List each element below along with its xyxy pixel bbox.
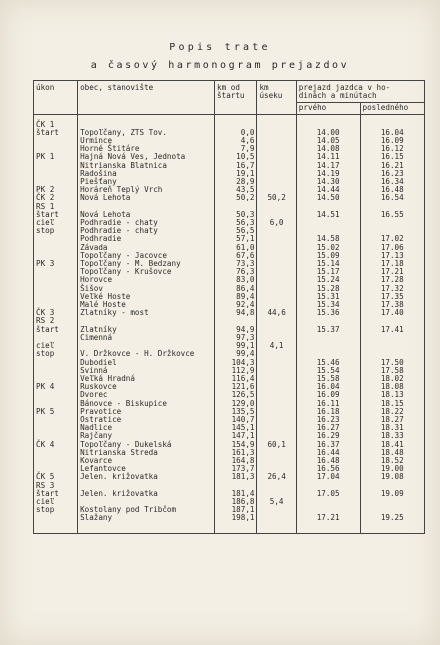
cell-km-usek: [257, 285, 296, 293]
cell-prveho: [296, 219, 360, 227]
cell-posledneho: 16.54: [360, 194, 424, 202]
cell-prveho: [296, 114, 360, 129]
cell-km-usek: [257, 170, 296, 178]
header-km-start: km od štartu: [215, 81, 257, 115]
cell-prveho: 15.36: [296, 309, 360, 317]
cell-km-start: 116,4: [215, 375, 257, 383]
cell-obec: Veľké Hoste: [78, 293, 215, 301]
cell-obec: Malé Hoste: [78, 301, 215, 309]
cell-km-start: 89,4: [215, 293, 257, 301]
cell-ukon: [34, 293, 78, 301]
cell-km-usek: [257, 514, 296, 533]
cell-km-usek: [257, 293, 296, 301]
cell-prveho: 14.58: [296, 235, 360, 243]
cell-km-usek: [257, 506, 296, 514]
cell-ukon: ČK 5: [34, 473, 78, 481]
cell-posledneho: 19.09: [360, 490, 424, 498]
cell-prveho: 15.34: [296, 301, 360, 309]
cell-prveho: 15.37: [296, 326, 360, 334]
cell-prveho: 15.09: [296, 252, 360, 260]
cell-posledneho: 16.12: [360, 145, 424, 153]
cell-posledneho: 19.00: [360, 465, 424, 473]
cell-prveho: 15.28: [296, 285, 360, 293]
cell-ukon: ČK 3: [34, 309, 78, 317]
cell-ukon: cieľ: [34, 498, 78, 506]
cell-km-start: 112,9: [215, 367, 257, 375]
cell-km-start: 186,8: [215, 498, 257, 506]
cell-posledneho: 18.22: [360, 408, 424, 416]
cell-km-usek: [257, 424, 296, 432]
cell-obec: Kostolany pod Tribčom: [78, 506, 215, 514]
cell-obec: Horovce: [78, 276, 215, 284]
cell-km-usek: [257, 350, 296, 358]
cell-obec: Topoľčany, ZTS Tov.: [78, 129, 215, 137]
header-prejazd: prejazd jazdca v ho- dinách a minútach: [296, 81, 424, 103]
cell-posledneho: 17.13: [360, 252, 424, 260]
cell-km-start: 198,1: [215, 514, 257, 533]
cell-ukon: štart: [34, 326, 78, 334]
cell-km-usek: [257, 162, 296, 170]
cell-posledneho: [360, 334, 424, 342]
cell-posledneho: 17.21: [360, 268, 424, 276]
cell-prveho: [296, 342, 360, 350]
cell-obec: Piešťany: [78, 178, 215, 186]
cell-obec: [78, 114, 215, 129]
cell-ukon: PK 3: [34, 260, 78, 268]
cell-km-start: 161,3: [215, 449, 257, 457]
cell-prveho: 17.04: [296, 473, 360, 481]
cell-prveho: 16.29: [296, 432, 360, 440]
cell-obec: Horáreň Teplý Vrch: [78, 186, 215, 194]
cell-obec: Veľká Hradná: [78, 375, 215, 383]
cell-obec: Zlatníky: [78, 326, 215, 334]
schedule-table: [33, 80, 425, 534]
cell-obec: Topoľčany - Jacovce: [78, 252, 215, 260]
cell-km-usek: [257, 129, 296, 137]
cell-obec: Bánovce - Biskupice: [78, 400, 215, 408]
cell-prveho: 15.58: [296, 375, 360, 383]
cell-posledneho: [360, 114, 424, 129]
cell-km-start: 173,7: [215, 465, 257, 473]
cell-obec: Zlatníky - most: [78, 309, 215, 317]
cell-obec: Nadlice: [78, 424, 215, 432]
cell-km-start: 86,4: [215, 285, 257, 293]
cell-prveho: 16.27: [296, 424, 360, 432]
cell-posledneho: 18.08: [360, 383, 424, 391]
cell-km-start: 94,8: [215, 309, 257, 317]
cell-km-start: 181,3: [215, 473, 257, 481]
cell-km-start: 50,3: [215, 211, 257, 219]
cell-posledneho: 18.33: [360, 432, 424, 440]
cell-km-usek: [257, 449, 296, 457]
cell-posledneho: 17.50: [360, 359, 424, 367]
cell-ukon: [34, 424, 78, 432]
cell-prveho: 14.19: [296, 170, 360, 178]
cell-ukon: PK 5: [34, 408, 78, 416]
cell-prveho: 16.44: [296, 449, 360, 457]
cell-posledneho: 17.32: [360, 285, 424, 293]
cell-posledneho: 16.55: [360, 211, 424, 219]
cell-ukon: ČK 1: [34, 114, 78, 129]
cell-posledneho: 17.28: [360, 276, 424, 284]
cell-km-start: 129,0: [215, 400, 257, 408]
cell-km-start: 181,4: [215, 490, 257, 498]
cell-ukon: PK 4: [34, 383, 78, 391]
cell-prveho: 14.00: [296, 129, 360, 137]
cell-km-start: 104,3: [215, 359, 257, 367]
cell-km-start: 0,0: [215, 129, 257, 137]
cell-prveho: 16.11: [296, 400, 360, 408]
cell-prveho: 14.30: [296, 178, 360, 186]
cell-km-usek: [257, 145, 296, 153]
cell-posledneho: 16.23: [360, 170, 424, 178]
cell-km-usek: [257, 383, 296, 391]
cell-ukon: RS 2: [34, 317, 78, 325]
cell-km-usek: [257, 457, 296, 465]
cell-obec: Jelen. križovatka: [78, 473, 215, 481]
cell-obec: Hajná Nová Ves, Jednota: [78, 153, 215, 161]
cell-posledneho: 18.31: [360, 424, 424, 432]
cell-ukon: stop: [34, 227, 78, 235]
cell-ukon: [34, 235, 78, 243]
cell-obec: Kovarce: [78, 457, 215, 465]
cell-km-start: 154,9: [215, 441, 257, 449]
cell-ukon: cieľ: [34, 219, 78, 227]
cell-posledneho: 17.06: [360, 244, 424, 252]
cell-posledneho: 16.34: [360, 178, 424, 186]
cell-km-usek: [257, 391, 296, 399]
cell-obec: Nová Lehota: [78, 194, 215, 202]
cell-ukon: RS 1: [34, 203, 78, 211]
cell-ukon: [34, 457, 78, 465]
cell-km-start: 56,5: [215, 227, 257, 235]
cell-posledneho: 17.58: [360, 367, 424, 375]
cell-km-start: [215, 114, 257, 129]
cell-posledneho: 16.15: [360, 153, 424, 161]
cell-obec: Nitrianska Streda: [78, 449, 215, 457]
cell-obec: Dubodiel: [78, 359, 215, 367]
cell-prveho: 15.46: [296, 359, 360, 367]
cell-km-usek: [257, 227, 296, 235]
cell-km-start: 19,1: [215, 170, 257, 178]
table-row: [34, 334, 425, 342]
cell-prveho: 16.18: [296, 408, 360, 416]
cell-prveho: [296, 334, 360, 342]
cell-ukon: RS 3: [34, 482, 78, 490]
cell-km-start: 43,5: [215, 186, 257, 194]
table-row: [34, 473, 425, 481]
cell-prveho: 16.23: [296, 416, 360, 424]
cell-km-usek: [257, 260, 296, 268]
cell-posledneho: 16.09: [360, 137, 424, 145]
cell-prveho: 16.37: [296, 441, 360, 449]
table-row: [34, 194, 425, 202]
cell-km-start: 67,6: [215, 252, 257, 260]
cell-ukon: [34, 359, 78, 367]
cell-posledneho: 18.15: [360, 400, 424, 408]
cell-posledneho: 19.08: [360, 473, 424, 481]
cell-km-usek: [257, 235, 296, 243]
header-prveho: prvého: [296, 103, 360, 114]
cell-km-start: 135,5: [215, 408, 257, 416]
cell-prveho: 16.09: [296, 391, 360, 399]
cell-km-usek: [257, 268, 296, 276]
cell-posledneho: 18.41: [360, 441, 424, 449]
cell-posledneho: [360, 498, 424, 506]
cell-km-start: 92,4: [215, 301, 257, 309]
cell-km-start: 99,1: [215, 342, 257, 350]
cell-ukon: PK 2: [34, 186, 78, 194]
cell-ukon: cieľ: [34, 342, 78, 350]
cell-prveho: 15.17: [296, 268, 360, 276]
cell-prveho: 14.05: [296, 137, 360, 145]
cell-km-usek: [257, 482, 296, 490]
cell-km-start: 164,8: [215, 457, 257, 465]
cell-km-usek: 26,4: [257, 473, 296, 481]
cell-obec: Šišov: [78, 285, 215, 293]
cell-km-usek: [257, 203, 296, 211]
cell-posledneho: 17.40: [360, 309, 424, 317]
cell-prveho: 14.44: [296, 186, 360, 194]
cell-posledneho: [360, 342, 424, 350]
cell-prveho: [296, 498, 360, 506]
cell-km-usek: [257, 416, 296, 424]
cell-obec: Nitrianska Blatnica: [78, 162, 215, 170]
cell-km-usek: [257, 178, 296, 186]
cell-km-start: 61,0: [215, 244, 257, 252]
cell-obec: Cimenná: [78, 334, 215, 342]
cell-prveho: 14.50: [296, 194, 360, 202]
cell-prveho: 15.24: [296, 276, 360, 284]
table-row: [34, 114, 425, 129]
cell-km-start: 147,1: [215, 432, 257, 440]
cell-posledneho: 18.48: [360, 449, 424, 457]
cell-ukon: [34, 416, 78, 424]
cell-km-start: 16,7: [215, 162, 257, 170]
cell-obec: Podhradie - chaty: [78, 219, 215, 227]
cell-km-start: 4,6: [215, 137, 257, 145]
cell-km-usek: [257, 137, 296, 145]
cell-posledneho: 19.25: [360, 514, 424, 533]
cell-km-start: 187,1: [215, 506, 257, 514]
cell-km-usek: 4,1: [257, 342, 296, 350]
cell-km-usek: [257, 408, 296, 416]
cell-km-usek: [257, 276, 296, 284]
cell-posledneho: 18.13: [360, 391, 424, 399]
cell-km-usek: [257, 326, 296, 334]
cell-ukon: [34, 285, 78, 293]
cell-obec: Topoľčany - M. Bedzany: [78, 260, 215, 268]
header-posledneho: posledného: [360, 103, 424, 114]
cell-km-start: 99,4: [215, 350, 257, 358]
cell-posledneho: 17.02: [360, 235, 424, 243]
cell-km-start: 73,3: [215, 260, 257, 268]
cell-km-start: 76,3: [215, 268, 257, 276]
cell-prveho: 15.54: [296, 367, 360, 375]
cell-prveho: 16.48: [296, 457, 360, 465]
cell-obec: Pravotice: [78, 408, 215, 416]
cell-km-usek: [257, 375, 296, 383]
cell-ukon: PK 1: [34, 153, 78, 161]
cell-obec: Ostratice: [78, 416, 215, 424]
cell-obec: Jelen. križovatka: [78, 490, 215, 498]
cell-prveho: 16.04: [296, 383, 360, 391]
cell-posledneho: 18.52: [360, 457, 424, 465]
cell-km-start: 121,6: [215, 383, 257, 391]
cell-obec: Svinná: [78, 367, 215, 375]
cell-km-usek: 6,0: [257, 219, 296, 227]
title-line-1: Popis trate: [169, 42, 271, 53]
cell-km-usek: 5,4: [257, 498, 296, 506]
cell-posledneho: 17.18: [360, 260, 424, 268]
cell-ukon: ČK 2: [34, 194, 78, 202]
cell-obec: Ruskovce: [78, 383, 215, 391]
cell-ukon: [34, 367, 78, 375]
cell-ukon: ČK 4: [34, 441, 78, 449]
cell-km-usek: 60,1: [257, 441, 296, 449]
cell-km-usek: [257, 367, 296, 375]
cell-prveho: 17.05: [296, 490, 360, 498]
cell-km-usek: [257, 317, 296, 325]
cell-posledneho: [360, 219, 424, 227]
cell-ukon: [34, 276, 78, 284]
cell-ukon: [34, 268, 78, 276]
cell-obec: Topoľčany - Dukelská: [78, 441, 215, 449]
cell-km-start: 50,2: [215, 194, 257, 202]
cell-obec: Horné Štitáre: [78, 145, 215, 153]
cell-ukon: štart: [34, 129, 78, 137]
cell-km-start: 57,1: [215, 235, 257, 243]
cell-obec: Topoľčany - Krušovce: [78, 268, 215, 276]
header-obec: obec, stanovište: [78, 81, 215, 115]
cell-km-start: 140,7: [215, 416, 257, 424]
cell-obec: Radošina: [78, 170, 215, 178]
cell-obec: V. Držkovce - H. Držkovce: [78, 350, 215, 358]
cell-ukon: [34, 449, 78, 457]
cell-ukon: [34, 162, 78, 170]
cell-obec: Závada: [78, 244, 215, 252]
cell-km-usek: [257, 244, 296, 252]
table-row: [34, 490, 425, 498]
cell-km-usek: [257, 252, 296, 260]
header-km-usek: km úseku: [257, 81, 296, 115]
cell-km-start: 126,5: [215, 391, 257, 399]
cell-ukon: štart: [34, 211, 78, 219]
cell-ukon: stop: [34, 350, 78, 358]
cell-obec: Rajčany: [78, 432, 215, 440]
cell-prveho: 16.56: [296, 465, 360, 473]
header-ukon: úkon: [34, 81, 78, 115]
cell-ukon: [34, 244, 78, 252]
title-line-2: a časový harmonogram prejazdov: [90, 60, 350, 71]
cell-km-start: 83,0: [215, 276, 257, 284]
cell-km-start: 28,9: [215, 178, 257, 186]
cell-obec: Podhradie - chaty: [78, 227, 215, 235]
cell-obec: Podhradie: [78, 235, 215, 243]
cell-ukon: [34, 514, 78, 533]
table-row: [34, 309, 425, 317]
cell-obec: Slažany: [78, 514, 215, 533]
cell-prveho: 15.02: [296, 244, 360, 252]
cell-posledneho: 16.48: [360, 186, 424, 194]
cell-km-start: 97,3: [215, 334, 257, 342]
cell-prveho: 15.14: [296, 260, 360, 268]
cell-km-start: 145,1: [215, 424, 257, 432]
table-row: [34, 514, 425, 533]
cell-km-start: 94,9: [215, 326, 257, 334]
cell-prveho: 15.31: [296, 293, 360, 301]
cell-km-start: 10,5: [215, 153, 257, 161]
cell-ukon: štart: [34, 490, 78, 498]
cell-km-start: 7,9: [215, 145, 257, 153]
cell-km-usek: 50,2: [257, 194, 296, 202]
cell-obec: Dvorec: [78, 391, 215, 399]
cell-km-usek: [257, 359, 296, 367]
cell-posledneho: 18.27: [360, 416, 424, 424]
cell-km-usek: [257, 114, 296, 129]
cell-posledneho: 17.35: [360, 293, 424, 301]
cell-prveho: 14.08: [296, 145, 360, 153]
cell-posledneho: 16.04: [360, 129, 424, 137]
cell-posledneho: 18.02: [360, 375, 424, 383]
cell-obec: Nová Lehota: [78, 211, 215, 219]
cell-posledneho: 16.21: [360, 162, 424, 170]
cell-prveho: 17.21: [296, 514, 360, 533]
cell-km-usek: 44,6: [257, 309, 296, 317]
cell-km-start: 56,3: [215, 219, 257, 227]
cell-ukon: [34, 391, 78, 399]
cell-posledneho: 17.38: [360, 301, 424, 309]
cell-prveho: 14.11: [296, 153, 360, 161]
cell-km-usek: [257, 400, 296, 408]
cell-ukon: stop: [34, 506, 78, 514]
cell-prveho: 14.51: [296, 211, 360, 219]
cell-km-usek: [257, 153, 296, 161]
cell-posledneho: 17.41: [360, 326, 424, 334]
cell-prveho: 14.17: [296, 162, 360, 170]
cell-obec: Lefantovce: [78, 465, 215, 473]
cell-obec: Urmince: [78, 137, 215, 145]
cell-ukon: [34, 137, 78, 145]
cell-ukon: [34, 170, 78, 178]
